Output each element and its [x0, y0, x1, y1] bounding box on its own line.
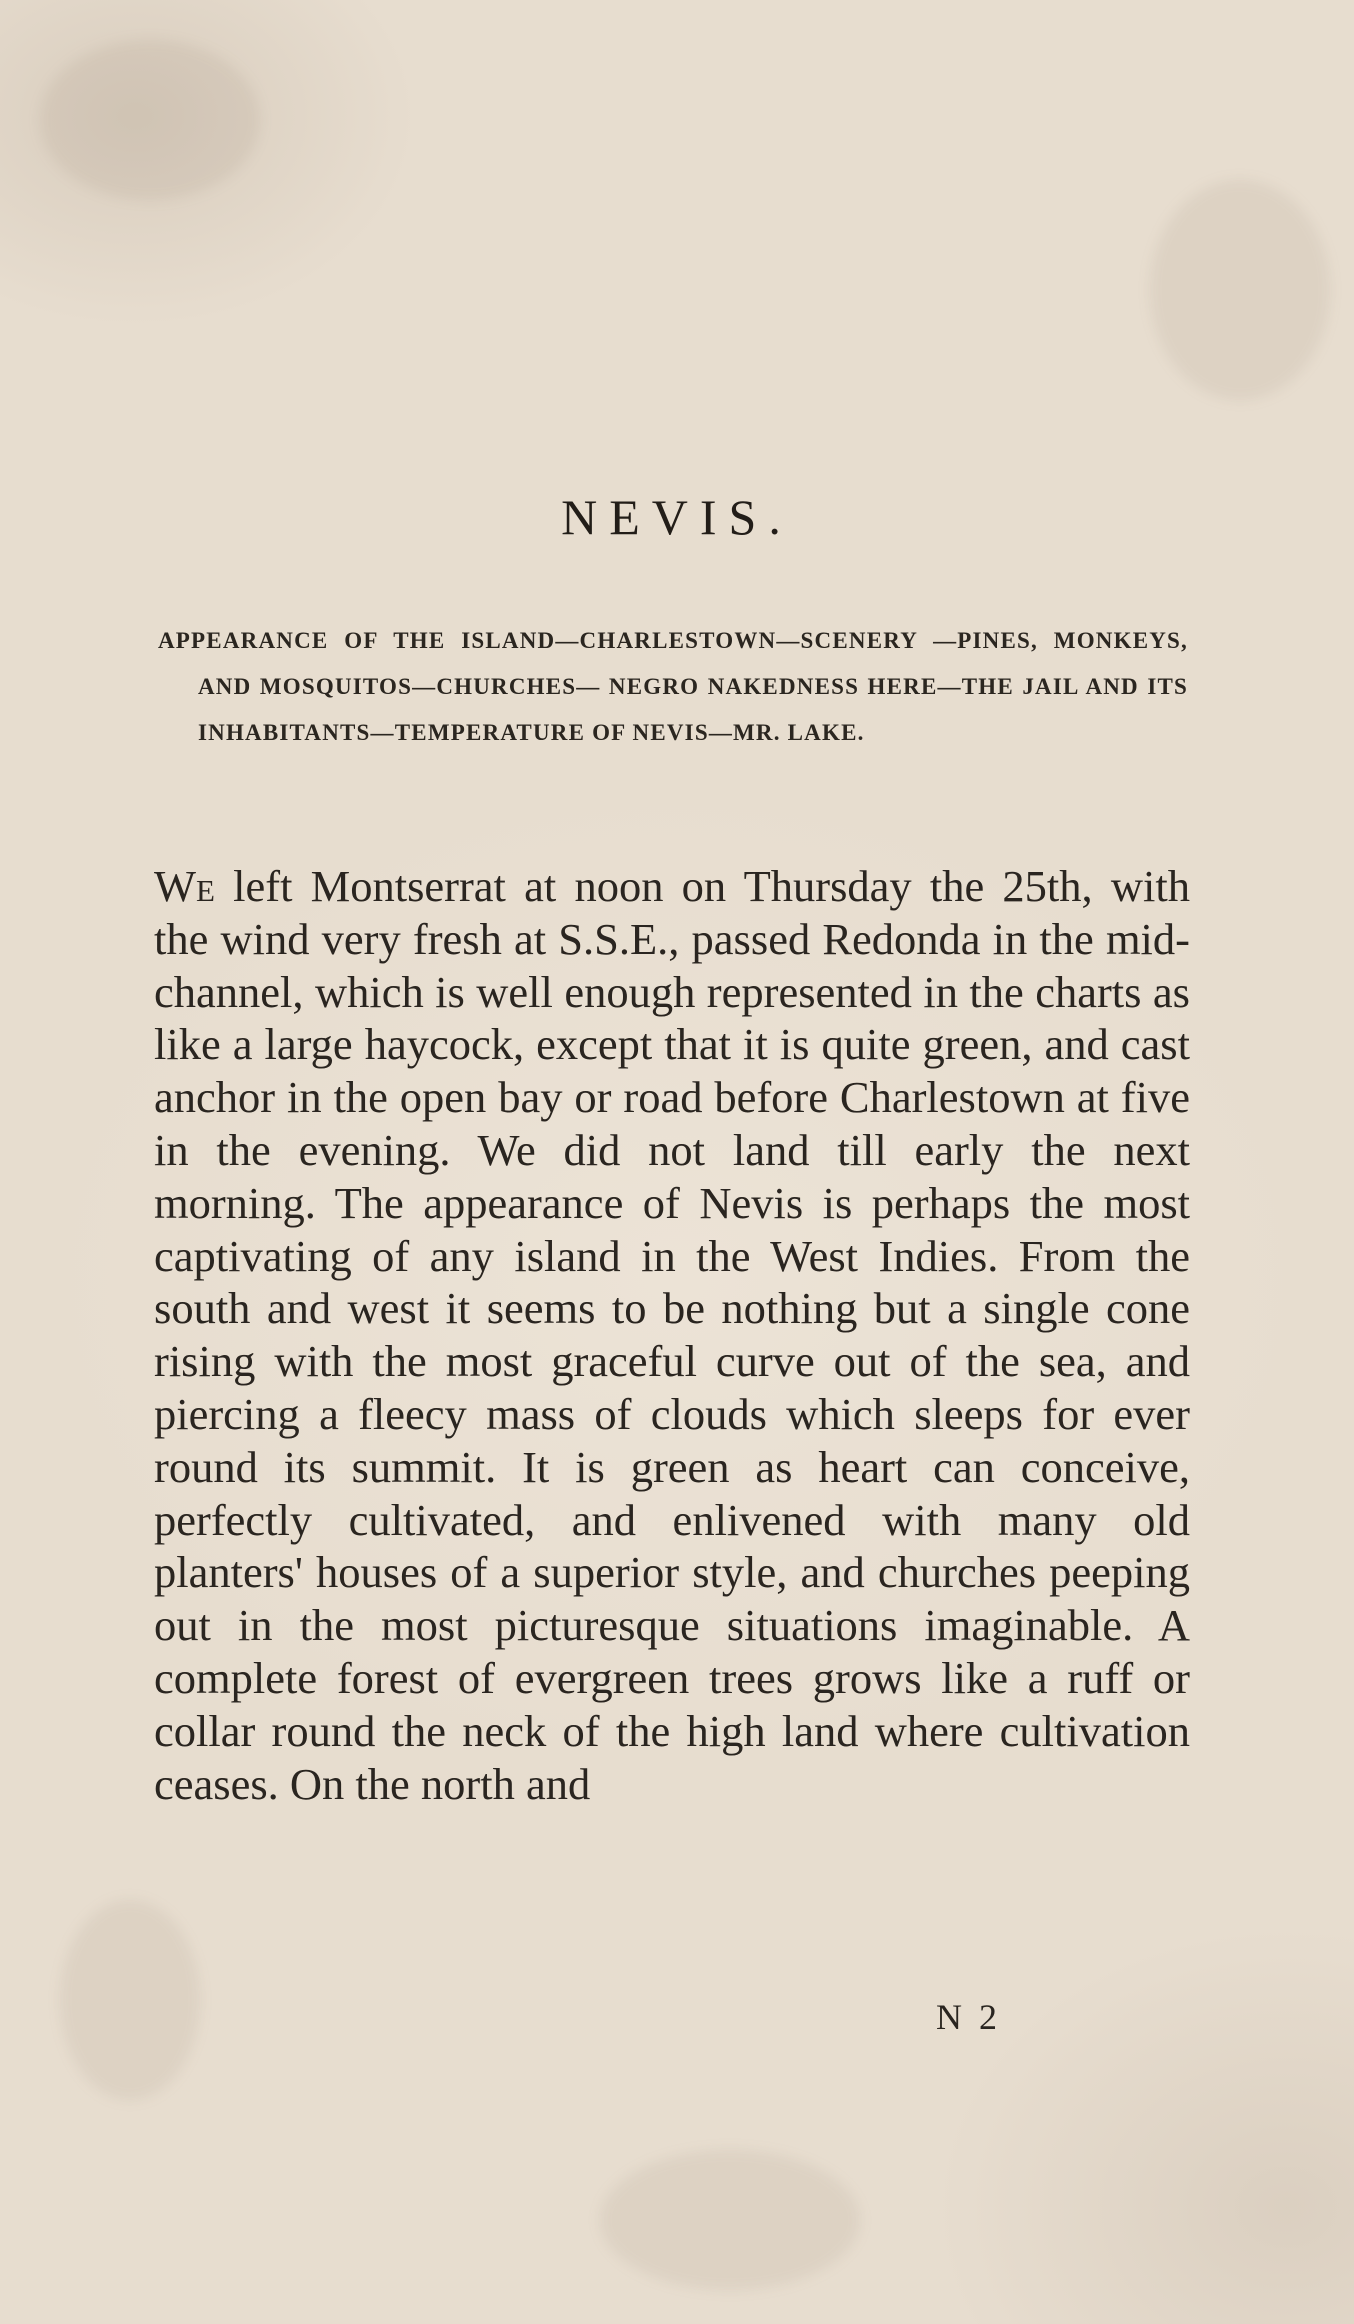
body-paragraph: [154, 860, 1190, 1810]
page-title: NEVIS.: [561, 489, 793, 545]
paper-stain: [40, 40, 260, 200]
chapter-summary-text: APPEARANCE OF THE ISLAND—CHARLESTOWN—SCENERY —PINES, MONKEYS, AND MOSQUITOS—CHURCHES— NEGRO NAKEDNESS HERE—THE JAIL AND ITS INHABITANTS—TEMPERATURE OF NEVIS—MR. LAKE.: [158, 628, 1188, 745]
signature-mark: N 2: [936, 1997, 1001, 2037]
paper-stain: [60, 1900, 200, 2100]
chapter-summary: [158, 618, 1188, 756]
body-first-word: We: [154, 861, 215, 911]
paper-stain: [600, 2150, 860, 2290]
body-paragraph-text: left Montserrat at noon on Thursday the 25th, with the wind very fresh at S.S.E., passed Redonda in the mid-channel, which is well enough represented in the charts as like a large haycock, except that it is quite green, and cast anchor in the open bay or road before Charlestown at five in the evening. We did not land till early the next morning. The appearance of Nevis is perhaps the most captivating of any island in the West Indies. From the south and west it seems to be nothing but a single cone rising with the most graceful curve out of the sea, and piercing a fleecy mass of clouds which sleeps for ever round its summit. It is green as heart can conceive, perfectly cultivated, and enlivened with many old planters' houses of a superior style, and churches peeping out in the most picturesque situations imaginable. A complete forest of evergreen trees grows like a ruff or collar round the neck of the high land where cultivation ceases. On the north and: [154, 861, 1190, 1809]
